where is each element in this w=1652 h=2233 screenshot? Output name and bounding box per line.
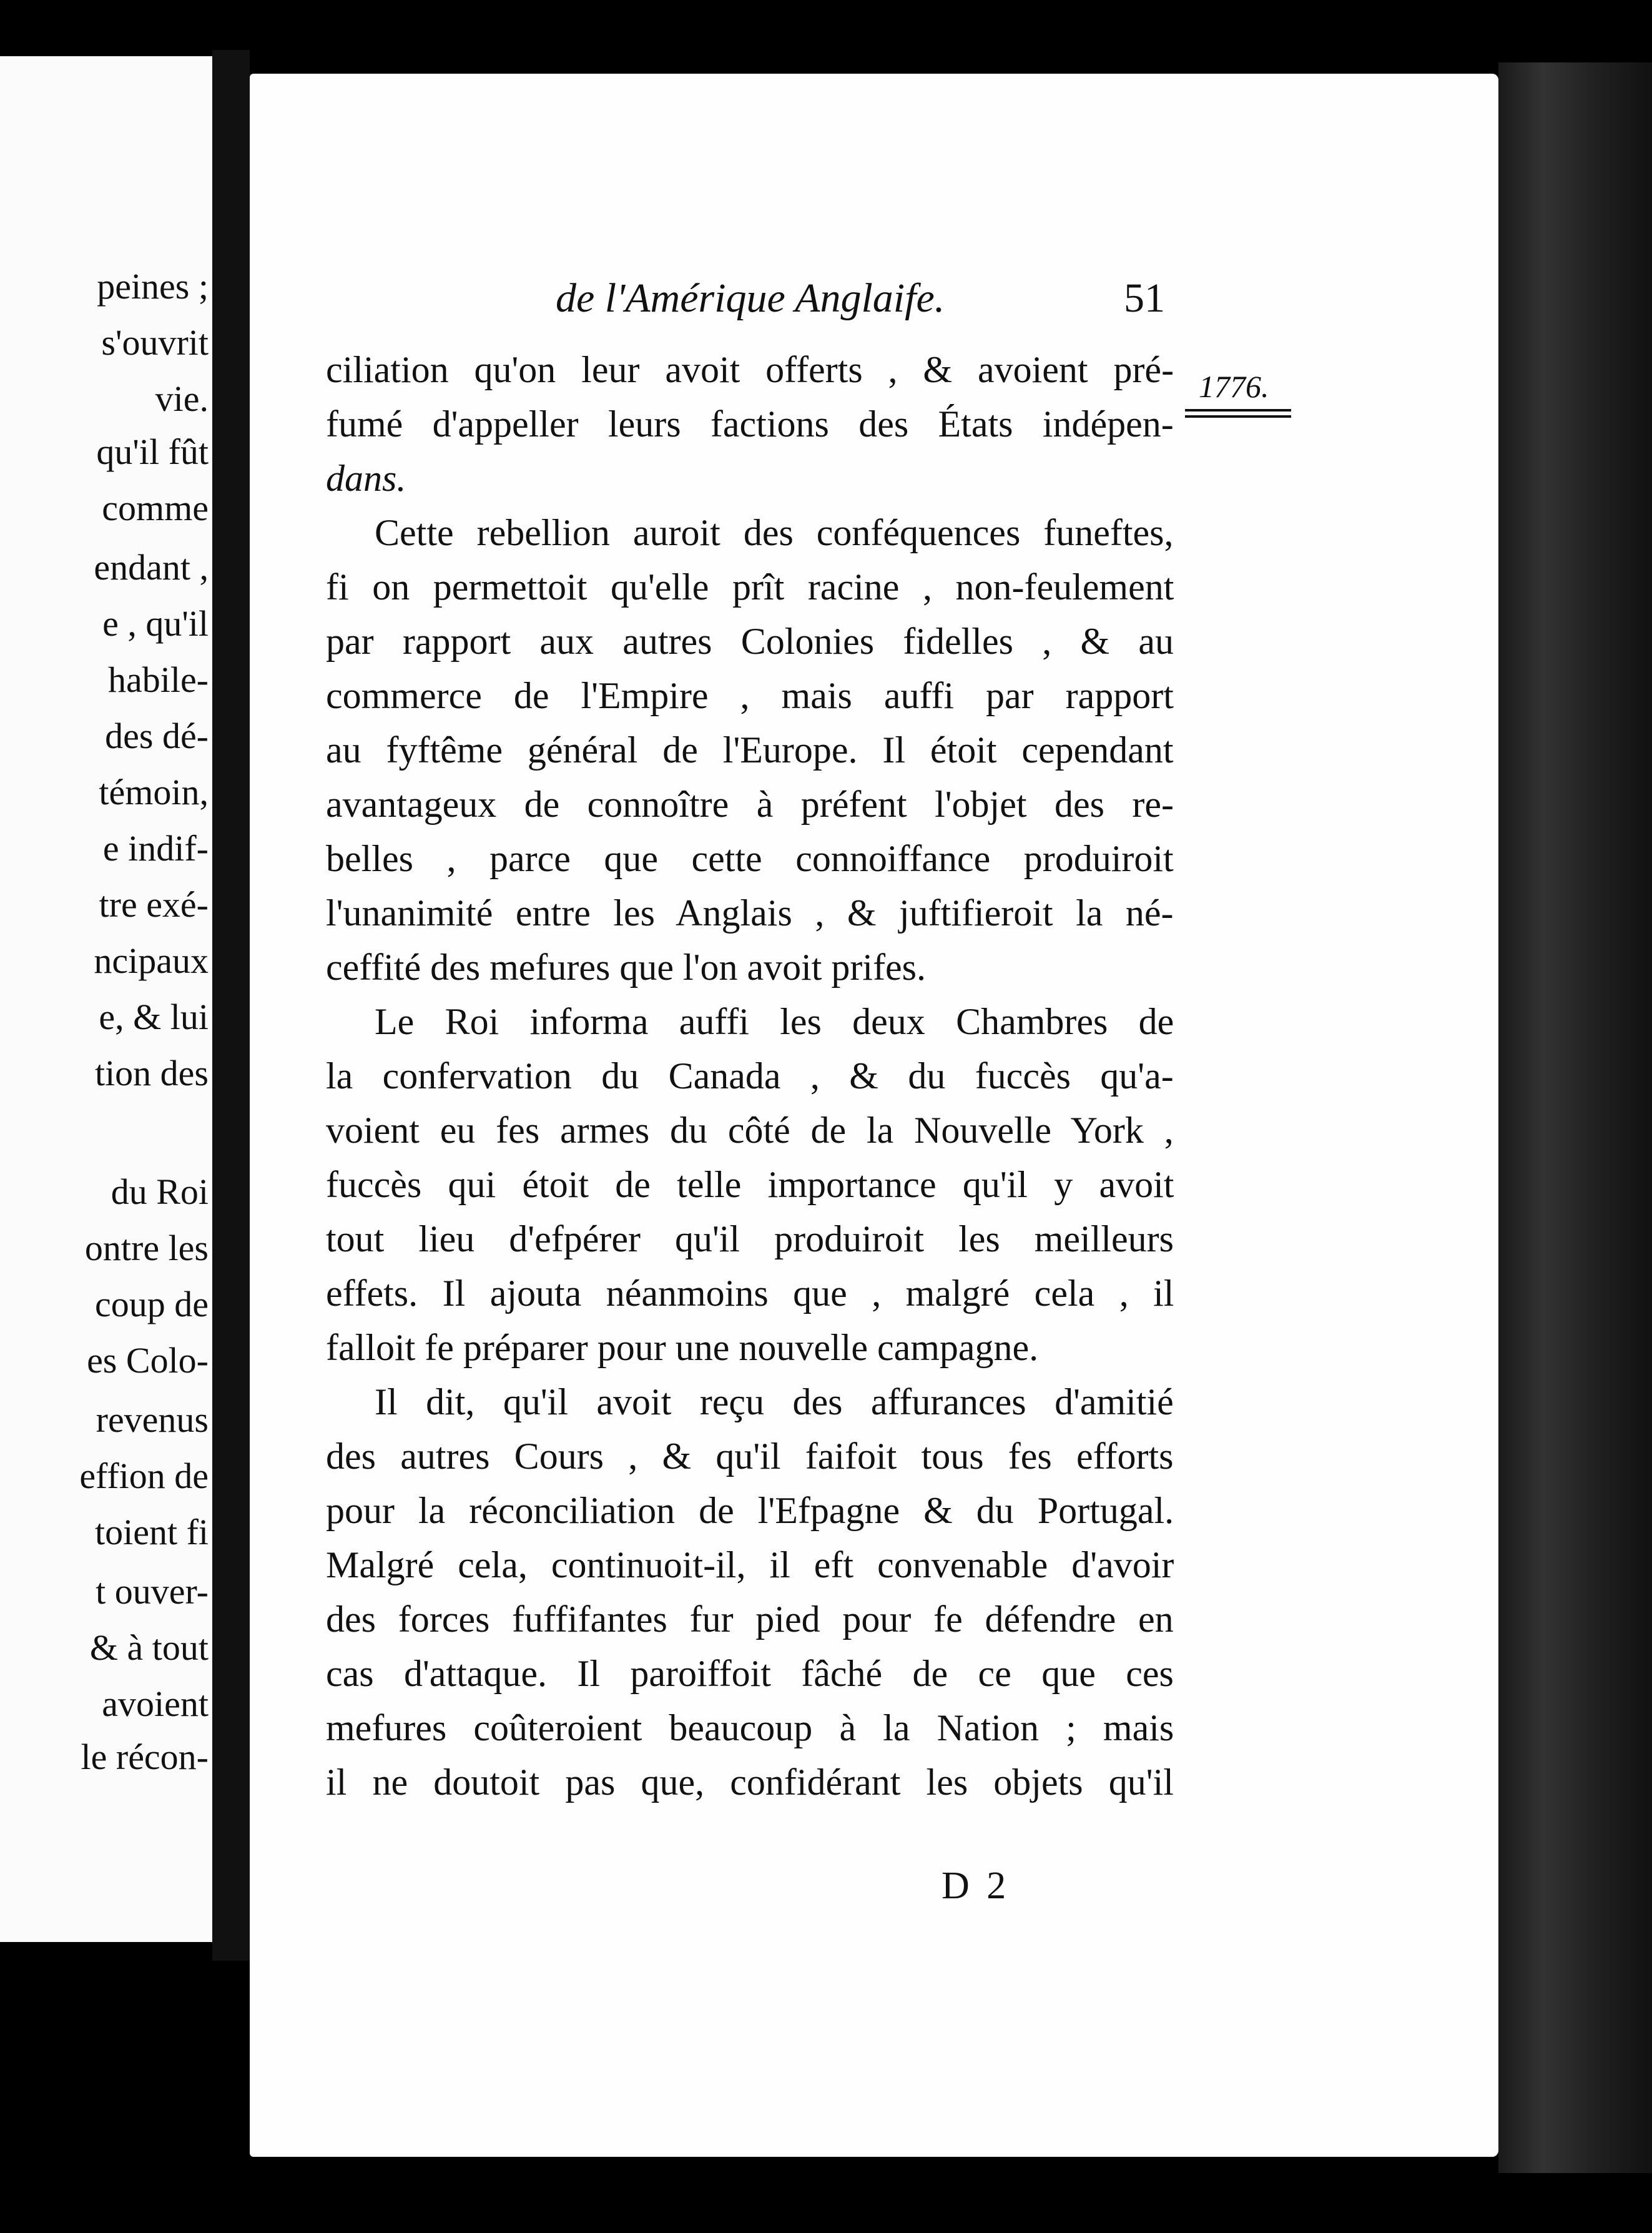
facing-page-line: es Colo- [87, 1340, 209, 1381]
facing-page-line: témoin, [99, 772, 209, 812]
margin-rule [1185, 409, 1291, 412]
facing-page-line: peines ; [97, 266, 209, 307]
facing-page-line: coup de [95, 1284, 209, 1324]
running-head: de l'Amérique Anglaife. [556, 275, 945, 321]
text-line: pour la réconciliation de l'Efpagne & du Portugal. [326, 1490, 1174, 1531]
facing-page-line: qu'il fût [96, 431, 209, 472]
text-line: Le Roi informa auffi les deux Chambres de [375, 1001, 1174, 1042]
text-line: ceffité des mefures que l'on avoit prifes. [326, 947, 927, 988]
page-number: 51 [1124, 275, 1165, 321]
text-line: il ne doutoit pas que, confidérant les objets qu'il [326, 1762, 1174, 1803]
facing-page-line: toient fi [94, 1512, 209, 1552]
signature-mark: D 2 [942, 1865, 1010, 1907]
facing-page-line: des dé- [105, 716, 209, 756]
facing-page-line: tre exé- [99, 884, 209, 925]
text-line: au fyftême général de l'Europe. Il étoit cependant [326, 729, 1174, 771]
facing-page-line: le récon- [81, 1737, 209, 1777]
facing-page-line: t ouver- [96, 1571, 209, 1612]
page-edge-shadow [1498, 62, 1652, 2173]
facing-page-line: comme [102, 488, 209, 528]
facing-page-line: tion des [94, 1053, 209, 1093]
facing-page-line: & à tout [89, 1627, 209, 1668]
text-line: ciliation qu'on leur avoit offerts , & avoient pré- [326, 349, 1174, 390]
facing-page-line: revenus [96, 1399, 209, 1440]
margin-rule [1185, 415, 1291, 418]
text-line: par rapport aux autres Colonies fidelles , & au [326, 621, 1174, 662]
facing-page-line: endant , [94, 547, 209, 588]
text-line: l'unanimité entre les Anglais , & juftifieroit la né- [326, 892, 1174, 934]
facing-page-line: ontre les [84, 1228, 209, 1268]
facing-page-line: s'ouvrit [101, 322, 209, 363]
facing-page-line: e , qu'il [102, 603, 209, 644]
text-line: dans. [326, 458, 406, 499]
facing-page-line: e, & lui [99, 997, 209, 1037]
facing-page-line: habile- [107, 659, 209, 700]
facing-page-line: e indif- [102, 828, 209, 869]
book-gutter [212, 50, 250, 1961]
facing-page-line: effion de [79, 1456, 209, 1496]
text-line: fumé d'appeller leurs factions des États indépen- [326, 403, 1174, 445]
text-line: effets. Il ajouta néanmoins que , malgré cela , il [326, 1273, 1174, 1314]
facing-page-line: ncipaux [94, 940, 209, 981]
facing-page-line: du Roi [111, 1171, 209, 1212]
text-line: avantageux de connoître à préfent l'objet des re- [326, 784, 1174, 825]
text-line: Malgré cela, continuoit-il, il eft convenable d'avoir [326, 1544, 1174, 1585]
text-line: belles , parce que cette connoiffance produiroit [326, 838, 1174, 879]
text-line: mefures coûteroient beaucoup à la Nation ; mais [326, 1707, 1174, 1748]
margin-year-note: 1776. [1199, 369, 1269, 404]
text-line: voient eu fes armes du côté de la Nouvelle York , [326, 1110, 1174, 1151]
facing-page-line: vie. [155, 378, 209, 419]
text-line: Cette rebellion auroit des conféquences funeftes, [375, 512, 1174, 553]
text-line: fuccès qui étoit de telle importance qu'il y avoit [326, 1164, 1174, 1205]
text-line: des autres Cours , & qu'il faifoit tous fes efforts [326, 1436, 1174, 1477]
text-line: tout lieu d'efpérer qu'il produiroit les meilleurs [326, 1218, 1174, 1259]
facing-page-left [0, 56, 212, 1942]
text-line: des forces fuffifantes fur pied pour fe défendre en [326, 1599, 1174, 1640]
text-line: cas d'attaque. Il paroiffoit fâché de ce que ces [326, 1653, 1174, 1694]
text-line: la confervation du Canada , & du fuccès qu'a- [326, 1055, 1174, 1097]
text-line: falloit fe préparer pour une nouvelle campagne. [326, 1327, 1039, 1368]
text-line: fi on permettoit qu'elle prît racine , non-feulement [326, 566, 1174, 608]
text-line: commerce de l'Empire , mais auffi par rapport [326, 675, 1174, 716]
text-line: Il dit, qu'il avoit reçu des affurances d'amitié [375, 1381, 1174, 1422]
facing-page-line: avoient [102, 1683, 209, 1724]
